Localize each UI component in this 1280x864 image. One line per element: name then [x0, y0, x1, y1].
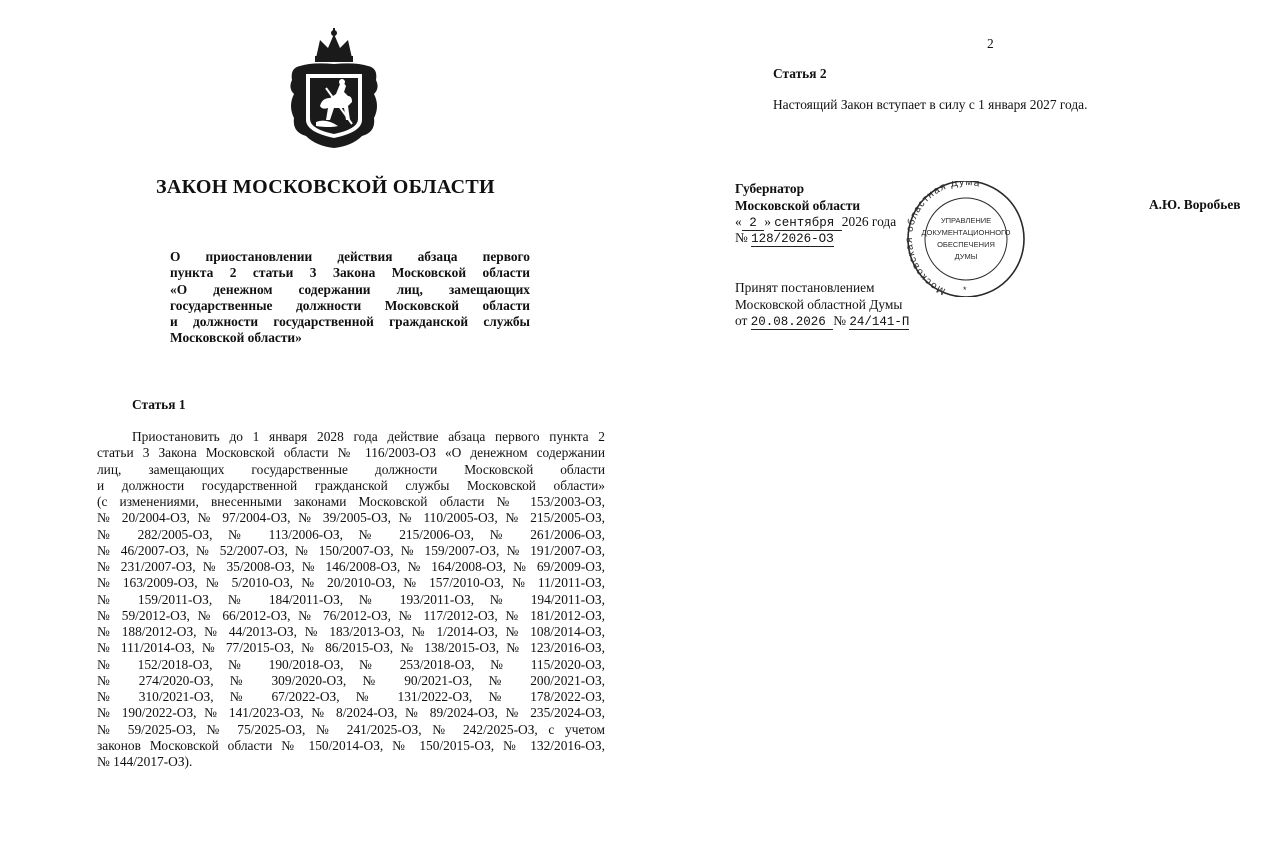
article-2-heading: Статья 2 [773, 66, 827, 81]
article-1-heading: Статья 1 [132, 397, 186, 412]
governor-name: А.Ю. Воробьев [1149, 197, 1241, 212]
law-subject-line: государственные должности Московской области [170, 297, 530, 313]
governor-title [735, 181, 860, 214]
date-close-quote: » [764, 214, 771, 229]
date-year: 2026 года [841, 214, 897, 229]
adoption-line: Московской областной Думы [735, 296, 903, 312]
adoption-number: 24/141-П [849, 315, 910, 329]
seal-inner-line: ДОКУМЕНТАЦИОННОГО [921, 228, 1011, 237]
article-1-line: и должности государственной гражданской службы Московской области» [97, 477, 605, 493]
article-2-text: Настоящий Закон вступает в силу с 1 января 2027 года. [773, 97, 1088, 112]
law-subject-line: «О денежном содержании лиц, замещающих [170, 281, 530, 297]
seal-inner-line: ДУМЫ [954, 252, 978, 261]
date-day: 2 [741, 216, 765, 230]
seal-inner-line: ОБЕСПЕЧЕНИЯ [937, 240, 995, 249]
article-1-text [97, 429, 605, 770]
adoption-note [735, 280, 909, 331]
seal-inner-line: УПРАВЛЕНИЕ [940, 216, 992, 225]
article-1-line: № 163/2009-ОЗ, № 5/2010-ОЗ, № 20/2010-ОЗ, № 157/2010-ОЗ, № 11/2011-ОЗ, [97, 575, 605, 591]
law-number-line [735, 230, 834, 246]
law-subject [170, 249, 530, 347]
article-1-line: (с изменениями, внесенными законами Московской области № 153/2003-ОЗ, [97, 494, 605, 509]
article-1-line: № 274/2020-ОЗ, № 309/2020-ОЗ, № 90/2021-ОЗ, № 200/2021-ОЗ, [97, 672, 605, 688]
article-1-line: № 59/2012-ОЗ, № 66/2012-ОЗ, № 76/2012-ОЗ, № 117/2012-ОЗ, № 181/2012-ОЗ, [97, 607, 605, 623]
article-1-line: № 190/2022-ОЗ, № 141/2023-ОЗ, № 8/2024-ОЗ, № 89/2024-ОЗ, № 235/2024-ОЗ, [97, 705, 605, 721]
governor-title-line: Московской области [735, 197, 861, 213]
article-1-line: законов Московской области № 150/2014-ОЗ, № 150/2015-ОЗ, № 132/2016-ОЗ, [97, 737, 605, 753]
article-1-line: № 282/2005-ОЗ, № 113/2006-ОЗ, № 215/2006-ОЗ, № 261/2006-ОЗ, [97, 526, 605, 542]
article-1-line: № 159/2011-ОЗ, № 184/2011-ОЗ, № 193/2011-ОЗ, № 194/2011-ОЗ, [97, 591, 605, 607]
article-1-line: № 111/2014-ОЗ, № 77/2015-ОЗ, № 86/2015-ОЗ, № 138/2015-ОЗ, № 123/2016-ОЗ, [97, 640, 605, 656]
law-number-prefix: № [735, 230, 748, 245]
article-1-line: № 59/2025-ОЗ, № 75/2025-ОЗ, № 241/2025-ОЗ, № 242/2025-ОЗ, с учетом [97, 721, 605, 737]
adoption-number-prefix: № [833, 313, 847, 328]
date-open-quote: « [735, 214, 742, 229]
law-subject-line: и должности государственной гражданской службы [170, 314, 530, 330]
page-number: 2 [987, 36, 994, 51]
article-1-line: Приостановить до 1 января 2028 года действие абзаца первого пункта 2 [132, 429, 605, 444]
official-seal-stamp [904, 181, 1028, 297]
law-subject-line: Московской области» [170, 330, 302, 346]
adoption-line: Принят постановлением [735, 280, 875, 295]
seal-outer-text: Московская областная Дума [904, 181, 982, 297]
article-1-line: № 231/2007-ОЗ, № 35/2008-ОЗ, № 146/2008-ОЗ, № 164/2008-ОЗ, № 69/2009-ОЗ, [97, 559, 605, 574]
date-month: сентября [774, 216, 842, 230]
article-1-line: лиц, замещающих государственные должности Московской области [97, 461, 605, 477]
seal-star: * [963, 285, 967, 295]
article-1-line: № 310/2021-ОЗ, № 67/2022-ОЗ, № 131/2022-ОЗ, № 178/2022-ОЗ, [97, 689, 605, 704]
article-1-line: № 144/2017-ОЗ). [97, 754, 193, 769]
law-subject-line: О приостановлении действия абзаца первого [170, 249, 530, 264]
signing-date [735, 214, 896, 230]
governor-title-line: Губернатор [735, 181, 805, 196]
adoption-date-prefix: от [735, 313, 748, 328]
article-1-line: № 46/2007-ОЗ, № 52/2007-ОЗ, № 150/2007-ОЗ, № 159/2007-ОЗ, № 191/2007-ОЗ, [97, 542, 605, 558]
article-1-line: № 152/2018-ОЗ, № 190/2018-ОЗ, № 253/2018-ОЗ, № 115/2020-ОЗ, [97, 656, 605, 672]
law-subject-line: пункта 2 статьи 3 Закона Московской области [170, 265, 530, 281]
article-1-line: статьи 3 Закона Московской области № 116/2003-ОЗ «О денежном содержании [97, 445, 605, 461]
coat-of-arms-emblem [286, 28, 382, 150]
article-1-line: № 188/2012-ОЗ, № 44/2013-ОЗ, № 183/2013-ОЗ, № 1/2014-ОЗ, № 108/2014-ОЗ, [97, 624, 605, 639]
article-1-line: № 20/2004-ОЗ, № 97/2004-ОЗ, № 39/2005-ОЗ, № 110/2005-ОЗ, № 215/2005-ОЗ, [97, 510, 605, 526]
adoption-date: 20.08.2026 [750, 315, 834, 329]
law-number: 128/2026-ОЗ [751, 232, 834, 246]
adoption-date-line [735, 313, 909, 331]
law-title: ЗАКОН МОСКОВСКОЙ ОБЛАСТИ [156, 176, 495, 198]
